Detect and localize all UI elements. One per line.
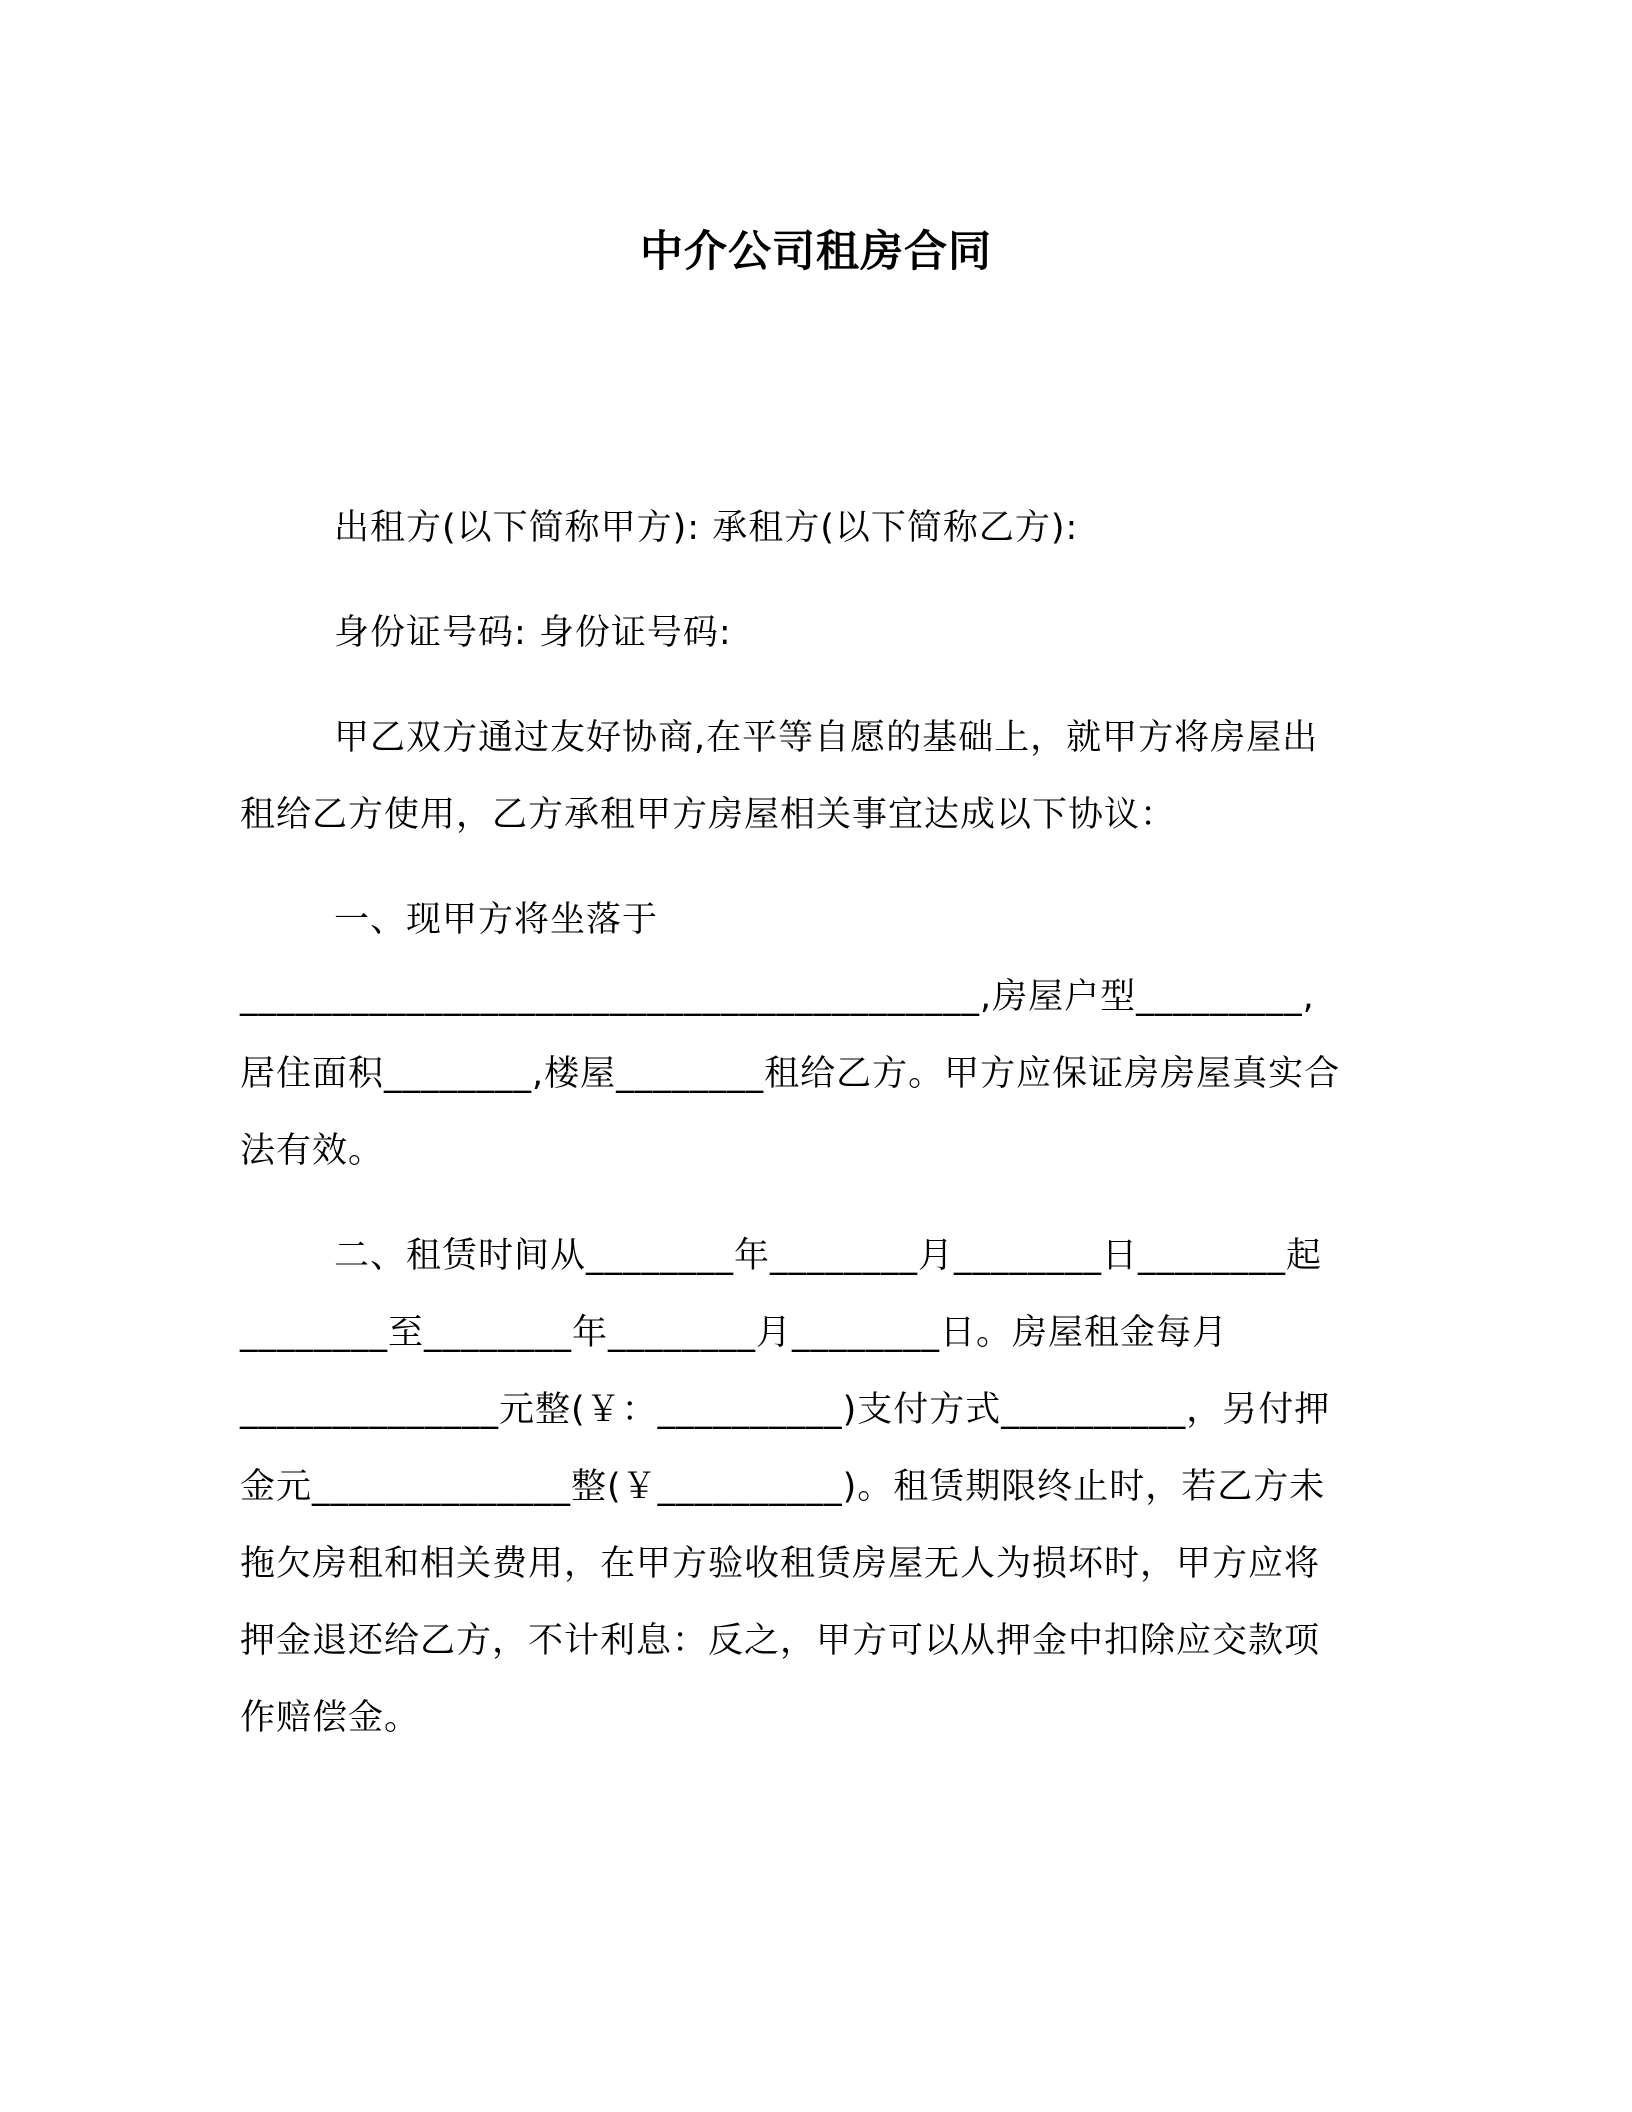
intro-line-1: 甲乙双方通过友好协商,在平等自愿的基础上，就甲方将房屋出: [334, 718, 1319, 758]
clause-1-line-1: 一、现甲方将坐落于: [334, 900, 659, 940]
clause-1-paragraph: [240, 882, 1372, 1190]
clause-2-line-2: ________至________年________月________日。房屋租金每月: [240, 1313, 1229, 1353]
clause-1-line-2: ________________________________________,房屋户型_________,: [240, 977, 1315, 1017]
document-body: [240, 490, 1372, 1785]
clause-2-paragraph: [240, 1218, 1372, 1757]
clause-2-line-6: 押金退还给乙方，不计利息：反之，甲方可以从押金中扣除应交款项: [240, 1621, 1321, 1661]
id-line: 身份证号码: 身份证号码:: [334, 613, 732, 653]
clause-1-line-4: 法有效。: [240, 1131, 385, 1171]
intro-line-2: 租给乙方使用，乙方承租甲方房屋相关事宜达成以下协议：: [240, 795, 1177, 835]
clause-2-line-1: 二、租赁时间从________年________月________日________起: [334, 1236, 1323, 1276]
clause-2-line-4: 金元______________整(￥__________)。租赁期限终止时，若乙方未: [240, 1467, 1326, 1507]
parties-line: 出租方(以下简称甲方): 承租方(以下简称乙方):: [334, 508, 1079, 548]
clause-2-line-5: 拖欠房租和相关费用，在甲方验收租赁房屋无人为损坏时，甲方应将: [240, 1544, 1321, 1584]
id-paragraph: [240, 595, 1372, 672]
document-title: 中介公司租房合同: [640, 227, 992, 277]
clause-2-line-7: 作赔偿金。: [240, 1698, 421, 1738]
parties-paragraph: [240, 490, 1372, 567]
clause-2-line-3: ______________元整(￥：__________)支付方式__________，另付押: [240, 1390, 1331, 1430]
clause-1-line-3: 居住面积________,楼屋________租给乙方。甲方应保证房房屋真实合: [240, 1054, 1341, 1094]
intro-paragraph: [240, 700, 1372, 854]
